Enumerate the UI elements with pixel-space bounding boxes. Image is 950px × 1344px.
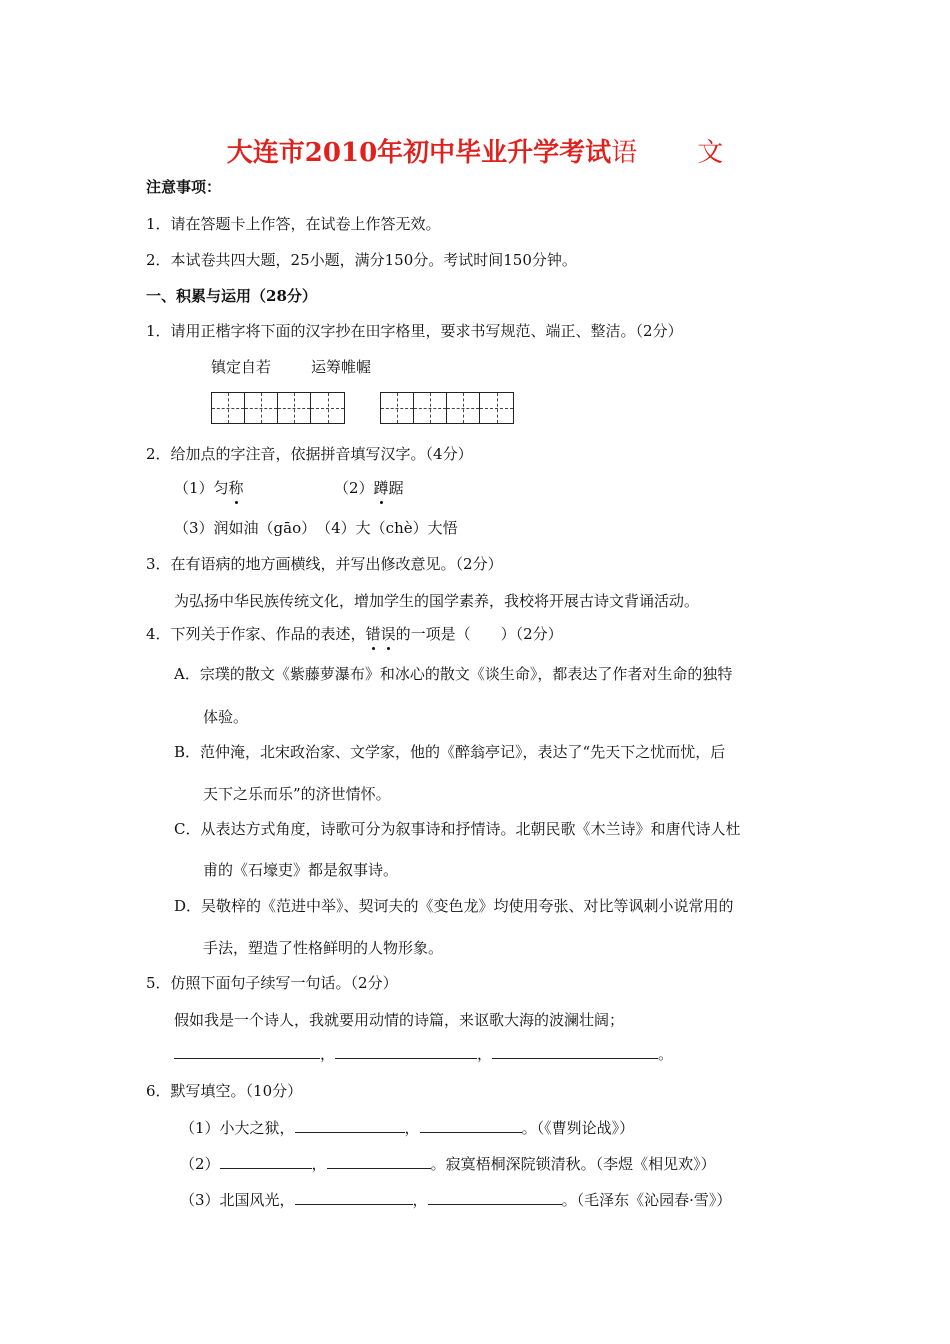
answer-blank[interactable] [295,1118,405,1133]
q2-item-1: （1）匀称 [174,479,244,497]
grid-cell[interactable] [381,393,414,423]
dotted-char: 误 [380,625,396,643]
q1-text: 1．请用正楷字将下面的汉字抄在田字格里，要求书写规范、端正、整洁。（2分） [146,322,683,340]
q1-word-1: 镇定自若 [211,358,272,376]
q5-text: 5．仿照下面句子续写一句话。（2分） [146,974,398,992]
q4-option-b-cont: 天下之乐而乐”的济世情怀。 [203,785,391,803]
grid-cell[interactable] [480,393,513,423]
answer-blank[interactable] [335,1044,477,1059]
q6-line-3: （3）北国风光， ， 。（毛泽东《沁园春·雪》） [180,1191,732,1209]
notice-item-2: 2．本试卷共四大题，25小题，满分150分。考试时间150分钟。 [146,251,577,269]
grid-cell[interactable] [447,393,480,423]
q5-answer-line: ， ， 。 [174,1043,673,1064]
q4-option-b: B．范仲淹，北宋政治家、文学家，他的《醉翁亭记》，表达了“先天下之忧而忧，后 [174,743,726,761]
answer-blank[interactable] [420,1118,522,1133]
answer-blank[interactable] [327,1154,431,1169]
answer-blank[interactable] [220,1154,312,1169]
grid-cell[interactable] [278,393,311,423]
q4-text: 4．下列关于作家、作品的表述，错误的一项是（ ）（2分） [146,625,563,643]
q1-word-2: 运筹帷幄 [311,358,372,376]
page-title [0,132,950,169]
q6-line-2: （2） ， 。寂寞梧桐深院锁清秋。（李煜《相见欢》） [180,1155,716,1173]
answer-blank[interactable] [295,1190,413,1205]
grid-cell[interactable] [311,393,344,423]
q6-line-1: （1）小大之狱， ， 。（《曹刿论战》） [180,1119,635,1137]
answer-blank[interactable] [492,1044,658,1059]
q5-sentence: 假如我是一个诗人，我就要用动情的诗篇，来讴歌大海的波澜壮阔； [174,1011,625,1029]
grid-cell[interactable] [414,393,447,423]
q2-text: 2．给加点的字注音，依据拼音填写汉字。（4分） [146,445,473,463]
tianzige-grid-2[interactable] [380,392,514,424]
grid-cell[interactable] [245,393,278,423]
answer-blank[interactable] [428,1190,562,1205]
grid-cell[interactable] [212,393,245,423]
q4-option-d-cont: 手法，塑造了性格鲜明的人物形象。 [203,939,444,957]
q3-text: 3．在有语病的地方画横线，并写出修改意见。（2分） [146,555,503,573]
q4-option-c: C．从表达方式角度，诗歌可分为叙事诗和抒情诗。北朝民歌《木兰诗》和唐代诗人杜 [174,820,741,838]
q2-item-2: （2）蹲踞 [334,479,404,497]
dotted-char: 称 [228,479,244,497]
q2-line-2: （3）润如油（gāo） （4）大（chè）大悟 [174,519,458,537]
answer-blank[interactable] [174,1044,320,1059]
section-1-heading: 一、积累与运用（28分） [146,287,317,305]
q3-sentence: 为弘扬中华民族传统文化，增加学生的国学素养，我校将开展古诗文背诵活动。 [174,592,700,610]
dotted-char: 蹲 [373,479,389,497]
title-yu: 语 [611,138,638,168]
q4-option-a: A．宗璞的散文《紫藤萝瀑布》和冰心的散文《谈生命》，都表达了作者对生命的独特 [174,665,733,683]
q4-option-c-cont: 甫的《石壕吏》都是叙事诗。 [203,861,399,879]
tianzige-grid-1[interactable] [211,392,345,424]
title-main: 大连市2010年初中毕业升学考试 [226,138,612,168]
notice-item-1: 1．请在答题卡上作答，在试卷上作答无效。 [146,215,441,233]
dotted-char: 错 [365,625,381,643]
q6-text: 6．默写填空。（10分） [146,1082,303,1100]
title-wen: 文 [697,138,724,168]
q4-option-d: D．吴敬梓的《范进中举》、契诃夫的《变色龙》均使用夸张、对比等讽刺小说常用的 [174,897,734,915]
notice-heading: 注意事项： [146,178,222,196]
q4-option-a-cont: 体验。 [203,708,249,726]
